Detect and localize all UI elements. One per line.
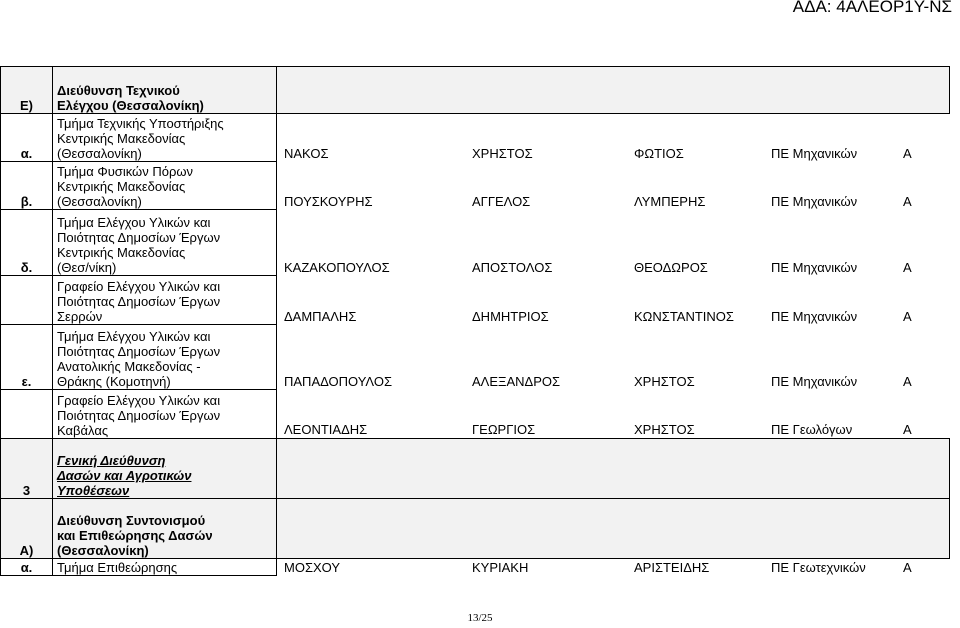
surname: ΔΑΜΠΑΛΗΣ <box>284 308 357 324</box>
table-row <box>1 390 950 439</box>
specialty: ΠΕ Μηχανικών <box>771 373 858 389</box>
unit-name: Τμήμα Φυσικών Πόρων Κεντρικής Μακεδονίας (Θεσσαλονίκη) <box>53 162 277 210</box>
surname: ΜΟΣΧΟΥ <box>284 559 341 575</box>
grade: Α <box>903 193 912 209</box>
grade: Α <box>903 559 912 575</box>
staff-table <box>0 66 950 576</box>
grade: Α <box>903 422 912 437</box>
grade: Α <box>903 259 912 275</box>
row-index: α. <box>1 559 53 576</box>
row-index: α. <box>1 114 53 162</box>
unit-name: Τμήμα Ελέγχου Υλικών και Ποιότητας Δημοσίων Έργων Ανατολικής Μακεδονίας - Θράκης (Κομοτηνή) <box>53 325 277 390</box>
directorate-title: Διεύθυνση Συντονισμού και Επιθεώρησης Δασών (Θεσσαλονίκη) <box>53 499 277 559</box>
first-name: ΑΠΟΣΤΟΛΟΣ <box>472 259 553 275</box>
surname: ΛΕΟΝΤΙΑΔΗΣ <box>284 422 368 437</box>
grade: Α <box>903 373 912 389</box>
first-name: ΑΛΕΞΑΝΔΡΟΣ <box>472 373 561 389</box>
row-index <box>1 276 53 325</box>
directorate-title: Διεύθυνση Τεχνικού Ελέγχου (Θεσσαλονίκη) <box>53 67 277 114</box>
unit-name: Τμήμα Επιθεώρησης <box>53 559 277 576</box>
first-name: ΑΓΓΕΛΟΣ <box>472 193 531 209</box>
section-index: 3 <box>1 439 53 499</box>
father-name: ΑΡΙΣΤΕΙΔΗΣ <box>634 559 710 575</box>
specialty: ΠΕ Μηχανικών <box>771 259 858 275</box>
section-index: Ε) <box>1 67 53 114</box>
unit-name: Τμήμα Ελέγχου Υλικών και Ποιότητας Δημοσίων Έργων Κεντρικής Μακεδονίας (Θεσ/νίκη) <box>53 210 277 276</box>
table-row <box>1 325 950 390</box>
row-index <box>1 390 53 439</box>
row-index: δ. <box>1 210 53 276</box>
document-ada-code: ΑΔΑ: 4ΑΛΕΟΡ1Υ-ΝΣ <box>792 0 952 16</box>
table-row <box>1 276 950 325</box>
specialty: ΠΕ Γεωλόγων <box>771 422 853 437</box>
specialty: ΠΕ Μηχανικών <box>771 145 858 161</box>
first-name: ΧΡΗΣΤΟΣ <box>472 145 533 161</box>
specialty: ΠΕ Μηχανικών <box>771 308 858 324</box>
row-index: β. <box>1 162 53 210</box>
grade: Α <box>903 145 912 161</box>
page-number: 13/25 <box>467 612 493 624</box>
father-name: ΘΕΟΔΩΡΟΣ <box>634 259 708 275</box>
section-index: Α) <box>1 499 53 559</box>
father-name: ΛΥΜΠΕΡΗΣ <box>634 193 706 209</box>
table-row <box>1 559 950 576</box>
unit-name: Τμήμα Τεχνικής Υποστήριξης Κεντρικής Μακεδονίας (Θεσσαλονίκη) <box>53 114 277 162</box>
father-name: ΧΡΗΣΤΟΣ <box>634 373 695 389</box>
row-index: ε. <box>1 325 53 390</box>
table-row <box>1 162 950 210</box>
unit-name: Γραφείο Ελέγχου Υλικών και Ποιότητας Δημοσίων Έργων Σερρών <box>53 276 277 325</box>
surname: ΠΟΥΣΚΟΥΡΗΣ <box>284 193 373 209</box>
father-name: ΦΩΤΙΟΣ <box>634 145 684 161</box>
surname: ΠΑΠΑΔΟΠΟΥΛΟΣ <box>284 373 392 389</box>
grade: Α <box>903 308 912 324</box>
specialty: ΠΕ Μηχανικών <box>771 193 858 209</box>
surname: ΝΑΚΟΣ <box>284 145 329 161</box>
section-row-directorate <box>1 67 950 114</box>
first-name: ΔΗΜΗΤΡΙΟΣ <box>472 308 549 324</box>
surname: ΚΑΖΑΚΟΠΟΥΛΟΣ <box>284 259 390 275</box>
first-name: ΚΥΡΙΑΚΗ <box>472 559 529 575</box>
unit-name: Γραφείο Ελέγχου Υλικών και Ποιότητας Δημοσίων Έργων Καβάλας <box>53 390 277 439</box>
father-name: ΧΡΗΣΤΟΣ <box>634 422 695 437</box>
section-row-directorate <box>1 499 950 559</box>
first-name: ΓΕΩΡΓΙΟΣ <box>472 422 536 437</box>
section-row-general-directorate <box>1 439 950 499</box>
table-row <box>1 210 950 276</box>
general-directorate-title: Γενική Διεύθυνση Δασών και Αγροτικών Υποθέσεων <box>53 439 277 499</box>
father-name: ΚΩΝΣΤΑΝΤΙΝΟΣ <box>634 308 734 324</box>
table-row <box>1 114 950 162</box>
specialty: ΠΕ Γεωτεχνικών <box>771 559 866 575</box>
